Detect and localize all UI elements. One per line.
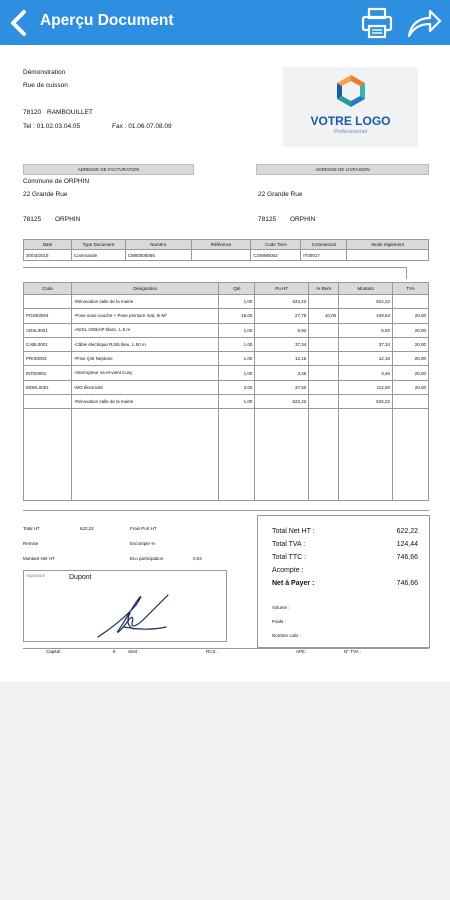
nombre-colis-label: Nombre colis : — [272, 633, 301, 638]
cell-code — [24, 295, 72, 309]
montant-net-label: Montant Net HT — [23, 556, 55, 561]
meta-header: Type Document — [71, 240, 125, 250]
handwritten-signature-icon — [84, 583, 174, 641]
cell-discount — [309, 380, 339, 394]
chevron-left-icon[interactable] — [6, 8, 32, 38]
cell-code: INTE0001 — [24, 366, 72, 380]
lines-header-row — [24, 283, 429, 295]
cell-code — [24, 395, 72, 409]
remise-label: Remise — [23, 541, 39, 546]
document-preview[interactable] — [0, 45, 450, 682]
logo-mark-icon — [335, 73, 367, 109]
meta-header: Mode règlement — [347, 240, 429, 250]
footer-rcs: RCS : — [206, 649, 219, 654]
cell-qty: 1,00 — [219, 395, 255, 409]
meta-header-row — [24, 240, 429, 250]
cell-amount: 622,22 — [339, 295, 393, 309]
cell-unit-price: 12,16 — [255, 352, 309, 366]
cell-designation: -ADSL 2GB/AP blanc, L.5 m — [71, 323, 219, 337]
empty-cell — [255, 409, 309, 501]
cell-discount — [309, 366, 339, 380]
total-tva-label: Total TVA : — [272, 541, 306, 548]
total-ht-value: 622,22 — [80, 526, 94, 531]
cell-discount — [309, 323, 339, 337]
divider — [23, 510, 429, 511]
meta-value: IT00017 — [301, 250, 347, 261]
lines-header: TVA — [393, 283, 429, 295]
cell-code: POSE0004 — [24, 309, 72, 323]
meta-header: Date — [24, 240, 72, 250]
cell-unit-price: 3,46 — [255, 366, 309, 380]
top-app-bar — [0, 0, 450, 45]
lines-header: Montant — [339, 283, 393, 295]
company-logo — [283, 67, 418, 147]
signature-name: Dupont — [69, 574, 92, 581]
billing-city: ORPHIN — [55, 216, 81, 223]
cell-vat: 20,00 — [393, 337, 429, 351]
cell-vat: 20,00 — [393, 352, 429, 366]
billing-street: 22 Grande Rue — [23, 191, 68, 198]
footer-euro: € — [113, 649, 116, 654]
net-a-payer-label: Net à Payer : — [272, 580, 315, 587]
total-ht-label: Total HT — [23, 526, 40, 531]
meta-value: CM00000066 — [125, 250, 191, 261]
company-fax: Fax : 01.06.07.08.09 — [112, 123, 172, 130]
empty-cell — [339, 409, 393, 501]
lines-header: Désignation — [71, 283, 219, 295]
empty-cell — [219, 409, 255, 501]
frais-port-label: Frais Port HT — [130, 526, 157, 531]
cell-vat — [393, 295, 429, 309]
empty-cell — [71, 409, 219, 501]
cell-code: CABL0001 — [24, 337, 72, 351]
cell-qty: 1,00 — [219, 366, 255, 380]
cell-designation: -Pose sous-couche + Pose peinture mat, le M² — [71, 309, 219, 323]
meta-header: Numéro — [125, 240, 191, 250]
table-row[interactable] — [24, 380, 429, 394]
table-row[interactable] — [24, 366, 429, 380]
cell-unit-price: 622,22 — [255, 395, 309, 409]
billing-name: Commune de ORPHIN — [23, 178, 90, 185]
lines-header: Code — [24, 283, 72, 295]
meta-header: Référence — [191, 240, 251, 250]
lines-header: Pu HT — [255, 283, 309, 295]
empty-cell — [393, 409, 429, 501]
net-a-payer-value: 746,66 — [396, 580, 418, 587]
cell-amount: 3,46 — [339, 366, 393, 380]
cell-discount — [309, 295, 339, 309]
total-ttc-label: Total TTC : — [272, 554, 307, 561]
table-row[interactable] — [24, 309, 429, 323]
table-row[interactable] — [24, 323, 429, 337]
meta-value — [347, 250, 429, 261]
cell-unit-price: 27,75 — [255, 309, 309, 323]
empty-table-row — [24, 409, 429, 501]
empty-cell — [309, 409, 339, 501]
cell-unit-price: 37,50 — [255, 380, 309, 394]
acompte-label: Acompte : — [272, 567, 304, 574]
cell-designation: -Prise rj45 Neptune — [71, 352, 219, 366]
meta-value-row — [24, 250, 429, 261]
cell-amount: 12,16 — [339, 352, 393, 366]
signature-box[interactable] — [23, 570, 227, 642]
delivery-address-header: ADRESSE DE LIVRAISON — [256, 164, 429, 175]
billing-address-header: ADRESSE DE FACTURATION — [23, 164, 194, 175]
totals-box — [257, 515, 430, 648]
cell-vat: 20,00 — [393, 323, 429, 337]
cell-designation: -MO électricité — [71, 380, 219, 394]
cell-vat: 20,00 — [393, 309, 429, 323]
cell-qty: 1,00 — [219, 352, 255, 366]
cell-designation: -Câble électrique RJ45 bleu, L.50 m — [71, 337, 219, 351]
share-icon[interactable] — [405, 6, 443, 40]
table-row[interactable] — [24, 352, 429, 366]
cell-unit-price: 622,22 — [255, 295, 309, 309]
table-row[interactable] — [24, 395, 429, 409]
volume-label: Volume : — [272, 605, 290, 610]
total-tva-value: 124,44 — [396, 541, 418, 548]
cell-qty: 1,00 — [219, 323, 255, 337]
divider — [406, 267, 407, 279]
meta-value: COMM0002 — [251, 250, 301, 261]
billing-postcode: 78125 — [23, 216, 42, 223]
company-postcode: 78120 — [23, 109, 42, 116]
escompte-label: Escompte % — [130, 541, 156, 546]
lines-header: Qté — [219, 283, 255, 295]
signature-label: Signature — [26, 573, 46, 578]
page-title: Aperçu Document — [40, 12, 174, 29]
meta-value: 30/03/2018 — [24, 250, 72, 261]
footer-divider — [23, 648, 429, 649]
cell-code: ADSL0001 — [24, 323, 72, 337]
company-street: Rue de cuisson — [23, 82, 68, 89]
cell-designation: -Rénovation salle de la mairie — [71, 295, 219, 309]
cell-unit-price: 37,34 — [255, 337, 309, 351]
cell-unit-price: 6,92 — [255, 323, 309, 337]
table-row[interactable] — [24, 295, 429, 309]
cell-discount — [309, 337, 339, 351]
cell-qty: 1,00 — [219, 337, 255, 351]
footer-ape: APE : — [296, 649, 308, 654]
meta-header: Commercial — [301, 240, 347, 250]
empty-cell — [24, 409, 72, 501]
cell-qty: 3,00 — [219, 380, 255, 394]
logo-subtitle: Professionnel — [333, 129, 368, 135]
eco-participation-label: Eco participation — [130, 556, 164, 561]
cell-vat — [393, 395, 429, 409]
logo-text: VOTRE LOGO — [310, 114, 391, 128]
company-city: RAMBOUILLET — [47, 109, 93, 116]
lines-header: % Rem — [309, 283, 339, 295]
cell-qty: 16,00 — [219, 309, 255, 323]
printer-icon[interactable] — [360, 6, 394, 40]
cell-discount — [309, 352, 339, 366]
total-ttc-value: 746,66 — [396, 554, 418, 561]
cell-amount: 6,92 — [339, 323, 393, 337]
cell-designation: -Interrupteur va-et-vient Cosy — [71, 366, 219, 380]
cell-vat: 20,00 — [393, 380, 429, 394]
cell-discount — [309, 395, 339, 409]
cell-designation: -Rénovation salle de la mairie — [71, 395, 219, 409]
delivery-street: 22 Grande Rue — [258, 191, 303, 198]
cell-vat: 20,00 — [393, 366, 429, 380]
cell-discount: 10,00 — [309, 309, 339, 323]
footer-siret: Siret : — [128, 649, 140, 654]
cell-code: PRIS0003 — [24, 352, 72, 366]
cell-amount: 37,34 — [339, 337, 393, 351]
delivery-postcode: 78125 — [258, 216, 277, 223]
company-tel: Tel : 01.02.03.04.05 — [23, 123, 81, 130]
total-net-ht-label: Total Net HT : — [272, 528, 315, 535]
poids-label: Poids : — [272, 619, 286, 624]
cell-code: MOEL0001 — [24, 380, 72, 394]
meta-value: Commande — [71, 250, 125, 261]
cell-amount: 449,64 — [339, 309, 393, 323]
total-net-ht-value: 622,22 — [396, 528, 418, 535]
table-row[interactable] — [24, 337, 429, 351]
meta-value — [191, 250, 251, 261]
footer-capital: Capital : — [46, 649, 63, 654]
meta-header: Code Tiers — [251, 240, 301, 250]
divider — [23, 267, 407, 268]
eco-participation-value: 0,04 — [193, 556, 202, 561]
document-meta-table — [23, 239, 429, 261]
footer-tva: N° TVA : — [344, 649, 361, 654]
delivery-city: ORPHIN — [290, 216, 316, 223]
cell-amount: 112,50 — [339, 380, 393, 394]
cell-qty: 1,00 — [219, 295, 255, 309]
line-items-table — [23, 282, 429, 501]
cell-amount: 622,22 — [339, 395, 393, 409]
company-name: Démonstration — [23, 69, 66, 76]
